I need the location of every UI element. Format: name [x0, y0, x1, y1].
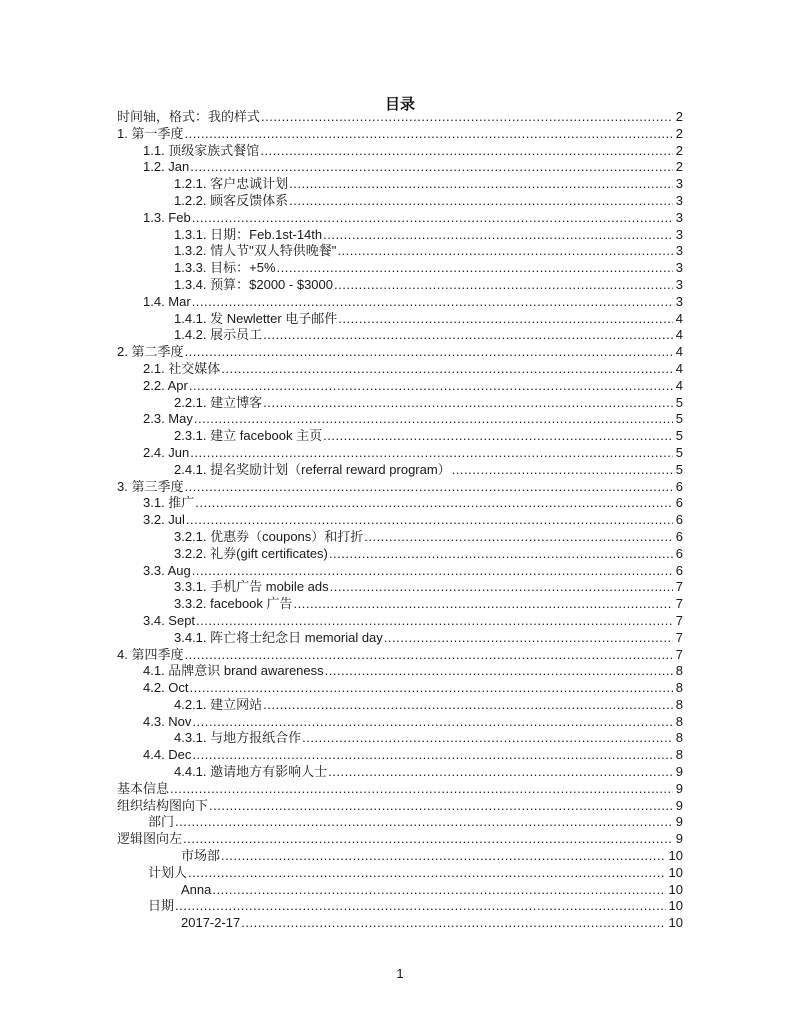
toc-entry-label: 1.1. 顶级家族式餐馆 — [143, 142, 260, 158]
toc-entry-label: 1.3.2. 情人节"双人特供晚餐" — [174, 243, 337, 259]
toc-entry[interactable] — [117, 277, 683, 294]
toc-entry-label: 3.4.1. 阵亡将士纪念日 memorial day — [174, 629, 383, 645]
toc-page-number: 8 — [675, 730, 683, 746]
toc-entry-label: 3.3.1. 手机广告 mobile ads — [174, 579, 329, 595]
toc-leader-dots — [194, 411, 673, 428]
toc-leader-dots — [192, 714, 672, 731]
toc-page-number: 9 — [675, 797, 683, 813]
toc-entry[interactable] — [117, 176, 683, 193]
toc-leader-dots — [328, 764, 673, 781]
toc-page-number: 5 — [675, 444, 683, 460]
toc-entry[interactable] — [117, 730, 683, 747]
toc-entry[interactable] — [117, 378, 683, 395]
toc-entry[interactable] — [117, 563, 683, 580]
toc-leader-dots — [263, 697, 673, 714]
toc-page-number: 9 — [675, 831, 683, 847]
toc-entry-label: 3.1. 推广 — [143, 495, 195, 511]
toc-leader-dots — [192, 747, 672, 764]
toc-entry-label: 1.4.2. 展示员工 — [174, 327, 263, 343]
toc-entry-label: 4.4. Dec — [143, 747, 192, 763]
toc-entry[interactable] — [117, 546, 683, 563]
toc-entry[interactable] — [117, 848, 683, 865]
toc-page-number: 10 — [668, 915, 683, 931]
toc-page-number: 5 — [675, 461, 683, 477]
toc-entry-label: 3.2.2. 礼券(gift certificates) — [174, 545, 328, 561]
toc-page-number: 8 — [675, 663, 683, 679]
toc-entry-label: 3.2. Jul — [143, 512, 185, 528]
toc-entry-label: 3.3. Aug — [143, 562, 191, 578]
toc-leader-dots — [184, 344, 672, 361]
toc-page-number: 4 — [675, 310, 683, 326]
toc-entry[interactable] — [117, 109, 683, 126]
toc-entry-label: 市场部 — [181, 848, 221, 864]
toc-leader-dots — [188, 865, 666, 882]
toc-entry[interactable] — [117, 411, 683, 428]
toc-entry[interactable] — [117, 445, 683, 462]
toc-leader-dots — [170, 781, 673, 798]
toc-page-number: 7 — [675, 629, 683, 645]
toc-leader-dots — [330, 579, 673, 596]
toc-entry-label: 基本信息 — [117, 780, 170, 796]
toc-leader-dots — [195, 495, 672, 512]
toc-entry-label: 2.4.1. 提名奖励计划（referral reward program） — [174, 461, 451, 477]
toc-entry[interactable] — [117, 311, 683, 328]
toc-page-number: 2 — [675, 142, 683, 158]
toc-entry[interactable] — [117, 915, 683, 932]
toc-page-number: 4 — [675, 344, 683, 360]
toc-entry[interactable] — [117, 193, 683, 210]
toc-entry[interactable] — [117, 647, 683, 664]
toc-entry[interactable] — [117, 714, 683, 731]
toc-leader-dots — [364, 529, 672, 546]
toc-entry[interactable] — [117, 697, 683, 714]
toc-page-number: 7 — [675, 646, 683, 662]
toc-page-number: 4 — [675, 377, 683, 393]
toc-entry[interactable] — [117, 579, 683, 596]
toc-leader-dots — [338, 311, 672, 328]
toc-entry[interactable] — [117, 613, 683, 630]
toc-leader-dots — [184, 126, 672, 143]
toc-page-number: 10 — [668, 898, 683, 914]
toc-entry-label: 2. 第二季度 — [117, 344, 184, 360]
toc-entry-label: 1.2.1. 客户忠诚计划 — [174, 176, 289, 192]
toc-entry[interactable] — [117, 898, 683, 915]
toc-page-number: 4 — [675, 360, 683, 376]
toc-entry-label: 4.4.1. 邀请地方有影响人士 — [174, 764, 328, 780]
toc-entry-label: 部门 — [148, 814, 175, 830]
toc-page-number: 8 — [675, 696, 683, 712]
toc-entry-label: 日期 — [148, 898, 175, 914]
toc-entry[interactable] — [117, 260, 683, 277]
toc-leader-dots — [289, 176, 673, 193]
toc-leader-dots — [452, 462, 673, 479]
toc-entry[interactable] — [117, 764, 683, 781]
toc-entry[interactable] — [117, 395, 683, 412]
toc-leader-dots — [323, 428, 673, 445]
toc-page-number: 3 — [675, 192, 683, 208]
toc-entry-label: 1.3.1. 日期：Feb.1st-14th — [174, 226, 323, 242]
toc-leader-dots — [184, 479, 672, 496]
toc-entry[interactable] — [117, 663, 683, 680]
toc-page-number: 10 — [668, 848, 683, 864]
toc-page-number: 5 — [675, 411, 683, 427]
toc-page-number: 3 — [675, 276, 683, 292]
toc-entry[interactable] — [117, 798, 683, 815]
toc-leader-dots — [209, 798, 673, 815]
toc-entry[interactable] — [117, 143, 683, 160]
toc-page-number: 3 — [675, 176, 683, 192]
toc-entry[interactable] — [117, 882, 683, 899]
toc-entry-label: 1.4.1. 发 Newletter 电子邮件 — [174, 310, 338, 326]
toc-entry-label: 4.2.1. 建立网站 — [174, 696, 263, 712]
toc-leader-dots — [334, 277, 673, 294]
toc-entry-label: 3.2.1. 优惠券（coupons）和打折 — [174, 528, 364, 544]
toc-page-number: 6 — [675, 495, 683, 511]
toc-page-number: 5 — [675, 394, 683, 410]
toc-entry[interactable] — [117, 529, 683, 546]
toc-leader-dots — [263, 327, 673, 344]
toc-entry-label: 2017-2-17 — [181, 915, 241, 931]
toc-page-number: 6 — [675, 478, 683, 494]
toc-leader-dots — [384, 630, 673, 647]
toc-page-number: 9 — [675, 764, 683, 780]
toc-entry[interactable] — [117, 781, 683, 798]
toc-leader-dots — [196, 613, 673, 630]
toc-page-number: 4 — [675, 327, 683, 343]
toc-entry[interactable] — [117, 680, 683, 697]
toc-leader-dots — [175, 898, 666, 915]
toc-entry-label: 3.3.2. facebook 广告 — [174, 596, 293, 612]
toc-entry-label: 时间轴，格式：我的样式 — [117, 109, 261, 124]
toc-page-number: 10 — [668, 881, 683, 897]
toc-entry-label: 2.3.1. 建立 facebook 主页 — [174, 428, 323, 444]
toc-leader-dots — [212, 882, 665, 899]
toc-page-number: 9 — [675, 780, 683, 796]
toc-page-number: 6 — [675, 528, 683, 544]
toc-entry[interactable] — [117, 596, 683, 613]
toc-leader-dots — [183, 831, 673, 848]
toc-page-number: 8 — [675, 713, 683, 729]
toc-entry-label: 4.3.1. 与地方报纸合作 — [174, 730, 302, 746]
toc-entry[interactable] — [117, 361, 683, 378]
toc-page-number: 7 — [675, 596, 683, 612]
toc-entry-label: 1. 第一季度 — [117, 125, 184, 141]
toc-page-number: 8 — [675, 680, 683, 696]
toc-leader-dots — [184, 647, 672, 664]
toc-leader-dots — [263, 395, 673, 412]
toc-entry[interactable] — [117, 327, 683, 344]
toc-title: 目录 — [384, 96, 415, 113]
toc-page-number: 3 — [675, 260, 683, 276]
toc-page-number: 6 — [675, 545, 683, 561]
toc-page-number: 7 — [675, 579, 683, 595]
toc-entry-label: 组织结构图向下 — [117, 797, 209, 813]
toc-leader-dots — [289, 193, 673, 210]
toc-entry-label: 4.3. Nov — [143, 713, 192, 729]
toc-entry-label: 计划人 — [148, 864, 188, 880]
toc-entry[interactable] — [117, 428, 683, 445]
toc-leader-dots — [221, 848, 666, 865]
toc-leader-dots — [277, 260, 673, 277]
toc-entry-label: 4.1. 品牌意识 brand awareness — [143, 663, 324, 679]
toc-entry[interactable] — [117, 126, 683, 143]
toc-page-number: 3 — [675, 243, 683, 259]
toc-page-number: 2 — [675, 125, 683, 141]
table-of-contents — [117, 109, 683, 932]
toc-page-number: 2 — [675, 159, 683, 175]
toc-page-number: 7 — [675, 612, 683, 628]
toc-leader-dots — [221, 361, 672, 378]
toc-leader-dots — [302, 730, 673, 747]
toc-entry-label: 2.2.1. 建立博客 — [174, 394, 263, 410]
toc-leader-dots — [325, 663, 673, 680]
toc-entry-label: 逻辑图向左 — [117, 831, 183, 847]
toc-leader-dots — [241, 915, 665, 932]
toc-entry-label: 2.4. Jun — [143, 444, 190, 460]
toc-entry-label: 3.4. Sept — [143, 612, 196, 628]
toc-page-number: 9 — [675, 814, 683, 830]
toc-entry-label: 1.4. Mar — [143, 293, 191, 309]
toc-entry[interactable] — [117, 479, 683, 496]
toc-page-number: 6 — [675, 512, 683, 528]
toc-leader-dots — [175, 814, 673, 831]
toc-leader-dots — [337, 243, 672, 260]
toc-leader-dots — [192, 210, 673, 227]
toc-entry[interactable] — [117, 243, 683, 260]
toc-entry-label: 1.2.2. 顾客反馈体系 — [174, 192, 289, 208]
toc-entry[interactable] — [117, 462, 683, 479]
toc-leader-dots — [192, 563, 673, 580]
toc-page-number: 8 — [675, 747, 683, 763]
toc-entry[interactable] — [117, 865, 683, 882]
page-number-footer: 1 — [396, 966, 404, 981]
toc-entry-label: 1.3.4. 预算：$2000 - $3000 — [174, 276, 333, 292]
toc-entry-label: 2.2. Apr — [143, 377, 188, 393]
toc-entry[interactable] — [117, 831, 683, 848]
toc-entry[interactable] — [117, 630, 683, 647]
toc-page-number: 2 — [675, 109, 683, 124]
toc-page-number: 6 — [675, 562, 683, 578]
toc-entry[interactable] — [117, 159, 683, 176]
toc-page-number: 3 — [675, 293, 683, 309]
toc-leader-dots — [190, 159, 673, 176]
toc-leader-dots — [190, 680, 673, 697]
toc-leader-dots — [323, 227, 673, 244]
toc-page-number: 5 — [675, 428, 683, 444]
toc-entry-label: 1.2. Jan — [143, 159, 190, 175]
toc-entry[interactable] — [117, 344, 683, 361]
toc-entry[interactable] — [117, 814, 683, 831]
toc-entry-label: 2.1. 社交媒体 — [143, 360, 221, 376]
toc-entry[interactable] — [117, 495, 683, 512]
toc-entry[interactable] — [117, 747, 683, 764]
toc-entry-label: 1.3. Feb — [143, 209, 191, 225]
toc-leader-dots — [260, 143, 672, 160]
toc-leader-dots — [186, 512, 673, 529]
toc-leader-dots — [192, 294, 673, 311]
toc-leader-dots — [190, 445, 673, 462]
toc-page-number: 3 — [675, 226, 683, 242]
toc-entry-label: 3. 第三季度 — [117, 478, 184, 494]
toc-entry-label: 2.3. May — [143, 411, 193, 427]
toc-leader-dots — [261, 109, 673, 126]
toc-leader-dots — [294, 596, 673, 613]
toc-entry-label: 4. 第四季度 — [117, 646, 184, 662]
toc-entry-label: Anna — [181, 881, 212, 897]
toc-page-number: 10 — [668, 864, 683, 880]
toc-entry[interactable] — [117, 512, 683, 529]
toc-entry[interactable] — [117, 210, 683, 227]
toc-entry-label: 1.3.3. 目标：+5% — [174, 260, 276, 276]
toc-entry[interactable] — [117, 294, 683, 311]
toc-leader-dots — [189, 378, 673, 395]
toc-page-number: 3 — [675, 209, 683, 225]
toc-entry-label: 4.2. Oct — [143, 680, 189, 696]
toc-entry[interactable] — [117, 227, 683, 244]
toc-leader-dots — [329, 546, 673, 563]
